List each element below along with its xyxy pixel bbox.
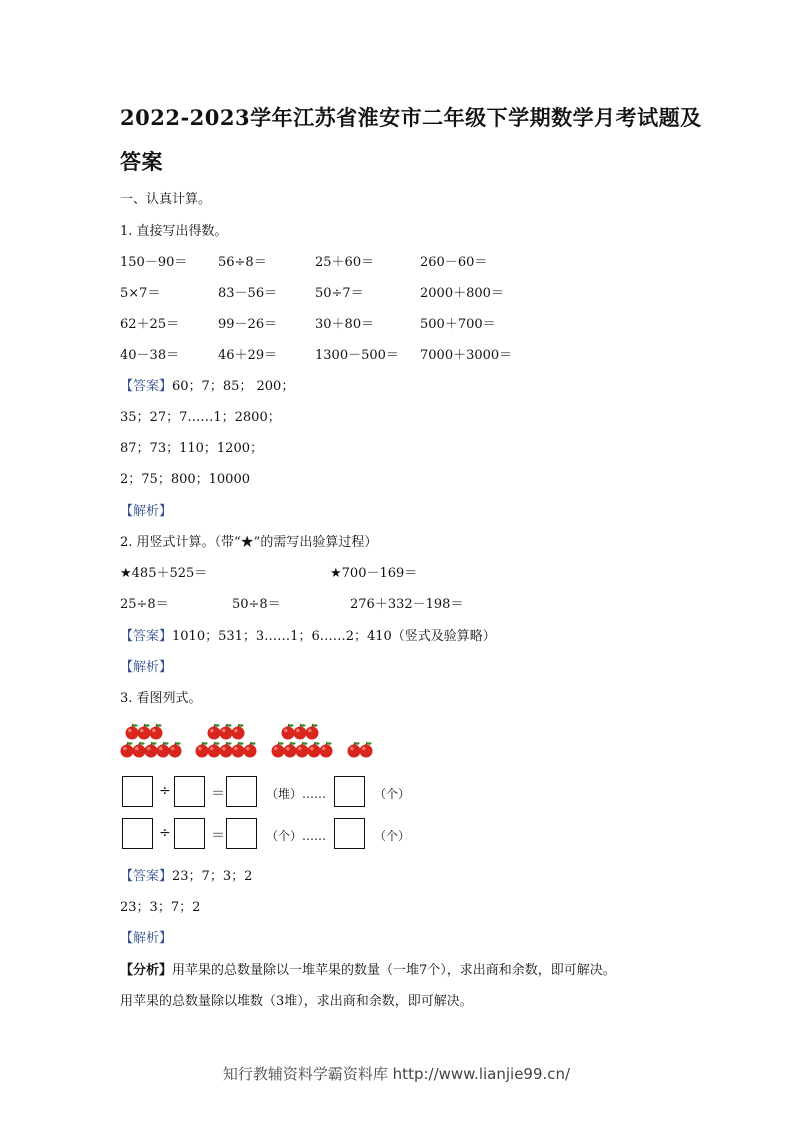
q1-cell: 99－26＝ [218, 317, 278, 332]
unit-label: （堆）…… [266, 787, 327, 801]
fenxi-text: 用苹果的总数量除以一堆苹果的数量（一堆7个），求出商和余数，即可解决。 [172, 963, 616, 978]
equals-sign: ＝ [211, 786, 225, 802]
q3-answer [120, 865, 252, 884]
q2-cell: ★485＋525＝ [120, 566, 208, 581]
q1-cell: 50÷7＝ [315, 286, 364, 301]
q1-cell: 260－60＝ [420, 255, 488, 270]
answer-box[interactable] [174, 818, 205, 849]
q2-cell: 50÷8＝ [232, 597, 281, 612]
q1-cell: 40－38＝ [120, 348, 180, 363]
answer-text: 60；7；85； 200； [172, 379, 295, 394]
page-title-line1: 2022-2023学年江苏省淮安市二年级下学期数学月考试题及 [120, 105, 702, 130]
divide-sign: ÷ [159, 825, 171, 841]
answer-box[interactable] [226, 776, 257, 807]
apple-group [196, 724, 257, 758]
unit-label: （个） [374, 787, 411, 801]
q1-cell: 30＋80＝ [315, 317, 375, 332]
q2-answer [120, 625, 496, 644]
q1-analysis-tag: 【解析】 [120, 504, 173, 519]
answer-tag: 【答案】 [120, 379, 173, 394]
q1-cell: 56÷8＝ [218, 255, 267, 270]
q3-analysis-tag: 【解析】 [120, 931, 173, 946]
q3-answer-line: 23；3；7；2 [120, 900, 201, 915]
answer-box[interactable] [334, 776, 365, 807]
q2-prompt: 2. 用竖式计算。（带“★”的需写出验算过程） [120, 535, 378, 550]
answer-box[interactable] [174, 776, 205, 807]
q2-cell: 276＋332－198＝ [350, 597, 464, 612]
q1-cell: 5×7＝ [120, 286, 161, 301]
q3-fenxi [120, 959, 616, 978]
answer-box[interactable] [334, 818, 365, 849]
answer-tag: 【答案】 [120, 629, 173, 644]
answer-box[interactable] [122, 776, 153, 807]
answer-box[interactable] [122, 818, 153, 849]
q1-cell: 2000＋800＝ [420, 286, 504, 301]
q1-cell: 62＋25＝ [120, 317, 180, 332]
q2-analysis-tag: 【解析】 [120, 660, 173, 675]
divide-sign: ÷ [159, 783, 171, 799]
q1-answer [120, 375, 294, 394]
section-heading: 一、认真计算。 [120, 192, 212, 207]
equals-sign: ＝ [211, 828, 225, 844]
q1-cell: 150－90＝ [120, 255, 188, 270]
apple-remainder [348, 742, 373, 758]
q1-cell: 46＋29＝ [218, 348, 278, 363]
q1-prompt: 1. 直接写出得数。 [120, 224, 228, 239]
footer-watermark: 知行教辅资料学霸资料库 http://www.lianjie99.cn/ [222, 1065, 571, 1083]
q1-cell: 25＋60＝ [315, 255, 375, 270]
q1-cell: 83－56＝ [218, 286, 278, 301]
page-title-line2: 答案 [120, 149, 163, 174]
q1-cell: 500＋700＝ [420, 317, 496, 332]
unit-label: （个）…… [266, 829, 327, 843]
fenxi-tag: 【分析】 [120, 963, 173, 978]
q2-cell: ★700－169＝ [330, 566, 418, 581]
q2-cell: 25÷8＝ [120, 597, 169, 612]
unit-label: （个） [374, 829, 411, 843]
q3-prompt: 3. 看图列式。 [120, 691, 202, 706]
q3-fenxi-line2: 用苹果的总数量除以堆数（3堆），求出商和余数，即可解决。 [120, 994, 473, 1009]
q1-answer-line: 87；73；110；1200； [120, 441, 263, 456]
answer-text: 1010；531；3……1；6……2；410（竖式及验算略） [172, 629, 496, 644]
apple-groups-image [118, 720, 388, 764]
q1-cell: 7000＋3000＝ [420, 348, 513, 363]
answer-box[interactable] [226, 818, 257, 849]
q1-answer-line: 35；27；7……1；2800； [120, 410, 281, 425]
apple-group [121, 724, 182, 758]
apple-group [272, 724, 333, 758]
answer-text: 23；7；3；2 [172, 869, 253, 884]
answer-tag: 【答案】 [120, 869, 173, 884]
q1-answer-line: 2；75；800；10000 [120, 472, 250, 487]
q1-cell: 1300－500＝ [315, 348, 399, 363]
